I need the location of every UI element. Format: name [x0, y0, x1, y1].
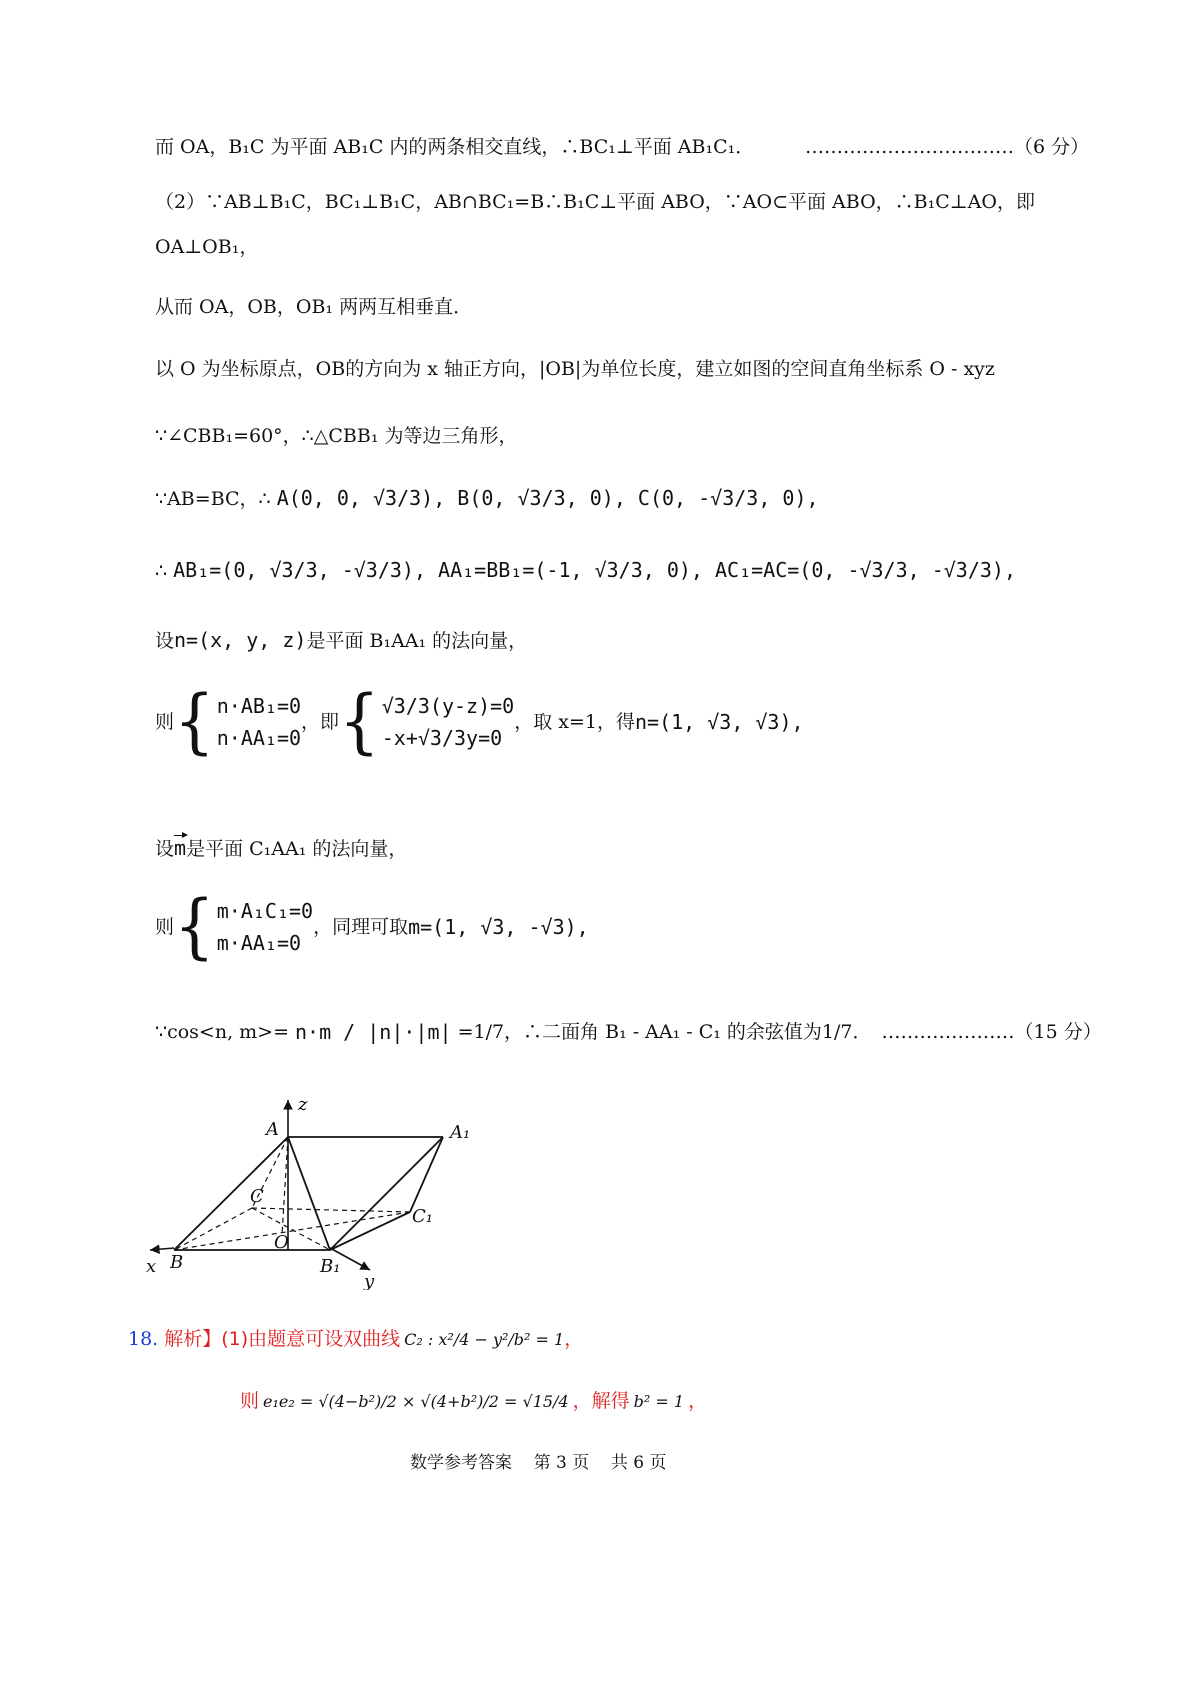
label-O: O: [274, 1232, 289, 1253]
normal-m-result: m=(1, √3, -√3),: [408, 915, 589, 939]
system-2-eq1: m·A₁C₁=0: [216, 899, 314, 923]
system-1-ie: ，即: [301, 710, 340, 733]
coordinates-points: A(0, 0, √3/3), B(0, √3/3, 0), C(0, -√3/3, 0),: [276, 486, 819, 510]
label-z: z: [298, 1094, 308, 1115]
q18-b-squared: b² = 1: [633, 1391, 685, 1411]
hidden-edges: [174, 1137, 410, 1250]
q18-line-1: [128, 1330, 583, 1349]
normal-n-vector: n=(x, y, z): [174, 628, 307, 652]
label-A: A: [266, 1119, 279, 1140]
text-line-2: （2）∵AB⊥B₁C，BC₁⊥B₁C，AB∩BC₁=B∴B₁C⊥平面 ABO，∵AO⊂平面 ABO，∴B₁C⊥AO，即: [155, 191, 1035, 213]
label-C1: C₁: [412, 1206, 433, 1227]
system-1-prefix: 则: [155, 710, 175, 733]
text-line-1: [155, 136, 1090, 158]
cosine-fraction: n·m / |n|·|m|: [295, 1020, 452, 1044]
label-C: C: [250, 1186, 264, 1207]
text-line-4: 从而 OA，OB，OB₁ 两两互相垂直．: [155, 296, 473, 318]
cosine-line: [155, 1022, 1102, 1042]
normal-n-line: [155, 630, 527, 651]
cosine-lhs: ∵cos<n, m>=: [155, 1020, 290, 1043]
system-1-equations: [217, 690, 301, 754]
x-axis: [150, 1248, 174, 1250]
q18-number: 18.: [128, 1328, 159, 1350]
normal-n-desc: 是平面 B₁AA₁ 的法向量，: [306, 630, 528, 652]
edge-A1C1: [410, 1137, 443, 1212]
take-x-text: ，取 x=1，得: [514, 710, 635, 733]
system-2-line: [155, 886, 589, 968]
text-line-6: ∵∠CBB₁=60°，∴△CBB₁ 为等边三角形，: [155, 425, 518, 447]
q18-eccentricity: e₁e₂ = √(4−b²)/2 × √(4+b²)/2 = √15/4: [263, 1391, 569, 1411]
normal-m-desc: 是平面 C₁AA₁ 的法向量，: [186, 838, 408, 860]
edge-AB1: [288, 1137, 330, 1250]
system-1b-eq1: √3/3(y-z)=0: [381, 694, 515, 718]
coordinates-prefix: ∵AB=BC，∴: [155, 488, 271, 510]
system-1-line: [155, 681, 804, 763]
system-1-eq2: n·AA₁=0: [216, 726, 302, 750]
system-2-equations: [217, 895, 313, 959]
left-brace-icon: {: [174, 886, 215, 968]
score-6: ……………………………（6 分）: [805, 136, 1090, 158]
edge-B1C1: [330, 1212, 410, 1250]
coordinates-line: [155, 488, 819, 509]
normal-n-prefix: 设: [155, 630, 175, 652]
label-B: B: [170, 1252, 184, 1273]
q18-comma-2: ，: [688, 1390, 708, 1412]
page-footer: 数学参考答案 第 3 页 共 6 页: [410, 1453, 667, 1473]
text-line-3: OA⊥OB₁，: [155, 236, 259, 258]
q18-analysis: 解析】(1)由题意可设双曲线: [164, 1328, 401, 1350]
edge-AB: [174, 1137, 288, 1250]
vectors-values: AB₁=(0, √3/3, -√3/3), AA₁=BB₁=(-1, √3/3, 0), AC₁=AC=(0, -√3/3, -√3/3),: [173, 558, 1017, 582]
line-1-text: 而 OA，B₁C 为平面 AB₁C 内的两条相交直线，∴BC₁⊥平面 AB₁C₁．: [155, 136, 755, 158]
label-A1: A₁: [450, 1122, 471, 1143]
vectors-prefix: ∴: [155, 560, 168, 582]
edge-A1B1: [330, 1137, 443, 1250]
label-x: x: [146, 1256, 157, 1277]
normal-m-vector: m: [174, 836, 187, 860]
prism-figure: [140, 1090, 520, 1290]
q18-line-2: [240, 1392, 707, 1411]
system-2-prefix: 则: [155, 915, 175, 938]
score-15: …………………（15 分）: [881, 1020, 1102, 1043]
normal-n-result: n=(1, √3, √3),: [634, 710, 804, 734]
text-line-5: 以 O 为坐标原点，OB的方向为 x 轴正方向，|OB|为单位长度，建立如图的空间直角坐标系 O - xyz: [155, 358, 995, 380]
cosine-result: =1/7，∴二面角 B₁ - AA₁ - C₁ 的余弦值为1/7．: [457, 1020, 872, 1043]
q18-solve: ，解得: [572, 1390, 630, 1412]
system-1b-eq2: -x+√3/3y=0: [381, 726, 503, 750]
vectors-line: [155, 560, 1016, 581]
normal-m-line: [155, 838, 407, 859]
similarly-text: ，同理可取: [313, 915, 409, 938]
label-B1: B₁: [320, 1256, 341, 1277]
system-1-eq1: n·AB₁=0: [216, 694, 302, 718]
q18-hyperbola: C₂ : x²/4 − y²/b² = 1: [404, 1329, 565, 1349]
q18-then: 则: [240, 1390, 260, 1412]
label-y: y: [364, 1271, 375, 1290]
q18-comma: ，: [564, 1328, 584, 1350]
left-brace-icon: {: [174, 681, 215, 763]
normal-m-prefix: 设: [155, 838, 175, 860]
system-1b-equations: [382, 690, 514, 754]
left-brace-icon: {: [339, 681, 380, 763]
system-2-eq2: m·AA₁=0: [216, 931, 302, 955]
